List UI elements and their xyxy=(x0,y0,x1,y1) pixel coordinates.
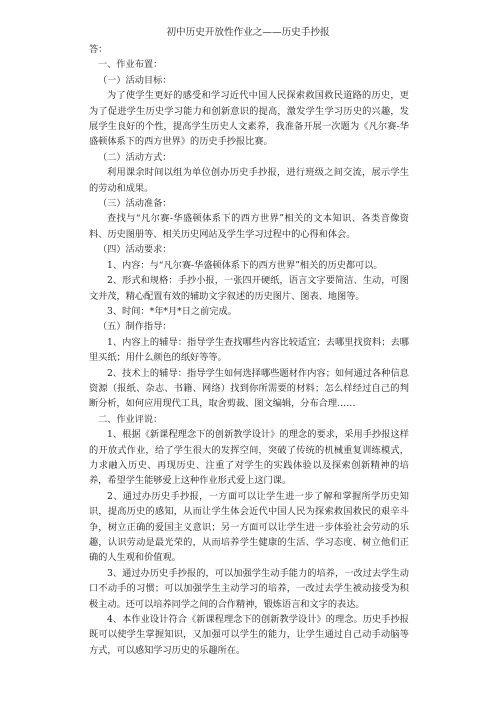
paragraph: 利用课余时间以组为单位创办历史手抄报，进行班级之间交流，展示学生的劳动和成果。 xyxy=(89,167,409,194)
paragraph: 3、通过办历史手抄报的，可以加强学生动手能力的培养，一改过去学生动口不动手的习惯；可以加强学生主动学习的培养，一改过去学生被动接受为积极主动。还可以培养同学之间的合作精神，锻炼语言和文字的表达。 xyxy=(89,567,409,610)
paragraph: 2、技术上的辅导：指导学生如何选择哪些题材作内容；如何通过各种信息资源（报纸、杂志、书籍、网络）找到你所需要的材料；怎么样经过自己的判断分析，如何应用现代工具，取舍剪裁、图文编辑，分布合理…… xyxy=(89,367,409,410)
answer-label: 答： xyxy=(89,44,108,55)
section-heading: （一）活动目标： xyxy=(98,74,172,86)
section-list xyxy=(89,57,409,658)
paragraph: 为了使学生更好的感受和学习近代中国人民探索救国救民道路的历史，更为了促进学生历史学习能力和创新意识的提高，激发学生学习历史的兴趣，发展学生良好的个性，提高学生历史人文素养，我准备开展一次题为《凡尔赛-华盛顿体系下的西方世界》的历史手抄报比赛。 xyxy=(89,90,409,148)
section-heading: （二）活动方式： xyxy=(98,151,172,163)
section-heading: （四）活动要求： xyxy=(98,244,172,256)
paragraph: 4、本作业设计符合《新课程理念下的创新教学设计》的理念。历史手抄报既可以使学生掌握知识，又加强可以学生的能力，让学生通过自己动手动脑等方式，可以感知学习历史的乐趣所在。 xyxy=(89,614,409,656)
paragraph: 2、形式和规格：手抄小报，一张四开硬纸，语言文字要简洁、生动，可图文并茂，精心配置有效的辅助文字叙述的历史图片、图表、地图等。 xyxy=(89,275,409,302)
paragraph: 2、通过办历史手抄报，一方面可以让学生进一步了解和掌握所学历史知识，提高历史的感知，从而让学生体会近代中国人民为探索救国救民的艰辛斗争，树立正确的爱国主义意识；另一方面可以让学生进一步体验社会劳动的乐趣，认识劳动是最光荣的，从而培养学生健康的生活、学习态度、树立他们正确的人生观和价值观。 xyxy=(89,490,409,564)
paragraph: 1、根据《新课程理念下的创新教学设计》的理念的要求，采用手抄报这样的开放式作业，给了学生很大的发挥空间，突破了传统的机械重复训练模式，力求融入历史、再现历史、注重了对学生的实践体验以及探索创新精神的培养，希望学生能够爱上这种作业形式爱上这门课。 xyxy=(89,429,409,487)
section-heading: 一、作业布置： xyxy=(98,59,163,71)
paragraph: 3、时间：*年*月*日之前完成。 xyxy=(107,305,237,317)
document-title: 初中历史开放性作业之——历史手抄报 xyxy=(166,27,330,38)
paragraph: 1、内容上的辅导：指导学生查找哪些内容比较适宜；去哪里找资料；去哪里买纸；用什么颜色的纸好等等。 xyxy=(89,336,409,364)
section-heading: 二、作业评说： xyxy=(98,413,163,425)
paragraph: 查找与“凡尔赛-华盛顿体系下的西方世界”相关的文本知识、各类音像资料、历史图册等、相关历史网站及学生学习过程中的心得和体会。 xyxy=(89,213,409,240)
section-heading: （五）制作指导： xyxy=(98,321,172,333)
document-body xyxy=(89,42,409,658)
section-heading: （三）活动准备： xyxy=(98,198,172,210)
paragraph: 1、内容：与“凡尔赛-华盛顿体系下的西方世界”相关的历史都可以。 xyxy=(107,259,383,271)
